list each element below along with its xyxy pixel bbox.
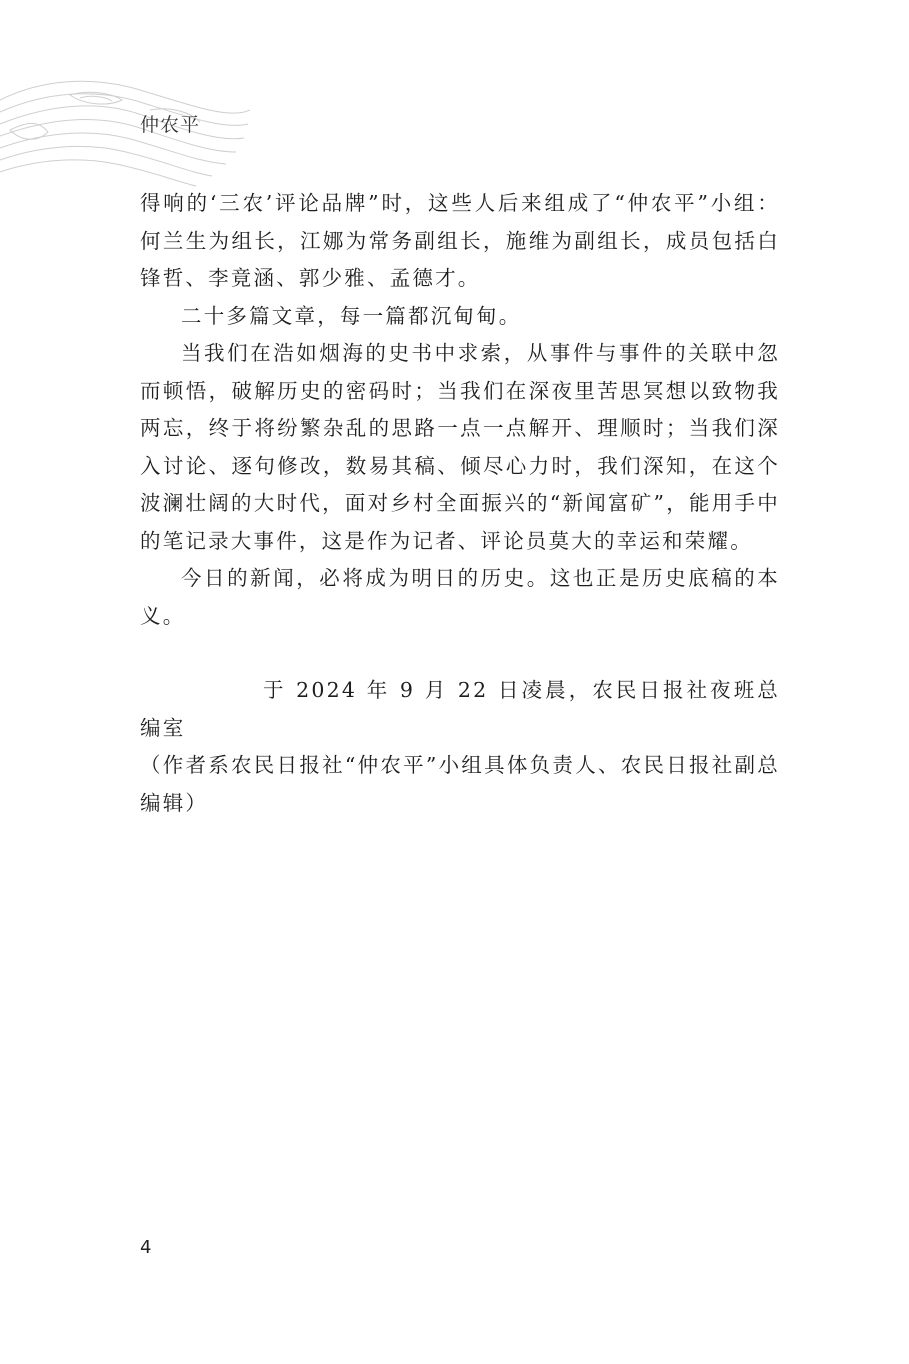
blank-line — [140, 635, 780, 672]
paragraph: 今日的新闻，必将成为明日的历史。这也正是历史底稿的本义。 — [140, 566, 780, 628]
terraced-fields-illustration — [0, 60, 250, 190]
running-head-title: 仲农平 — [140, 114, 201, 136]
page-number: 4 — [140, 1237, 152, 1258]
paragraph: 当我们在浩如烟海的史书中求索，从事件与事件的关联中忽而顿悟，破解历史的密码时；当我们在深夜里苦思冥想以致物我两忘，终于将纷繁杂乱的思路一点一点解开、理顺时；当我们深入讨论、逐句修改，数易其稿、倾尽心力时，我们深知，在这个波澜壮阔的大时代，面对乡村全面振兴的“新闻富矿”，能用手中的笔记录大事件，这是作为记者、评论员莫大的幸运和荣耀。 — [140, 341, 780, 553]
signature-line: 于 2024 年 9 月 22 日凌晨，农民日报社夜班总编室 — [140, 678, 780, 740]
paragraph-continued: 得响的‘三农’评论品牌”时，这些人后来组成了“仲农平”小组：何兰生为组长，江娜为常务副组长，施维为副组长，成员包括白锋哲、李竟涵、郭少雅、孟德才。 — [140, 191, 780, 290]
article-body — [140, 185, 780, 822]
author-note: （作者系农民日报社“仲农平”小组具体负责人、农民日报社副总编辑） — [140, 753, 780, 815]
paragraph: 二十多篇文章，每一篇都沉甸甸。 — [181, 303, 522, 328]
